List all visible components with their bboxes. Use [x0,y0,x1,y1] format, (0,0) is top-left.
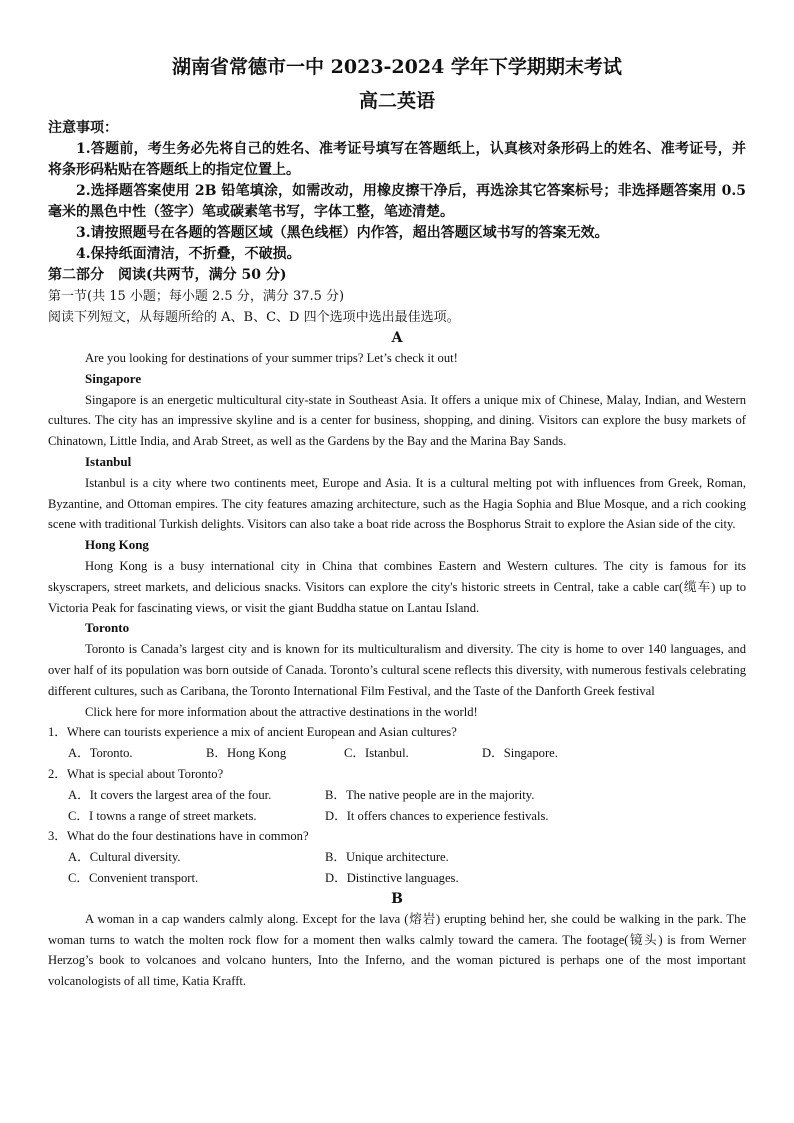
option-d: D．Singapore. [482,746,558,761]
part-heading: 第二部分 阅读(共两节，满分 50 分) [48,267,287,283]
question-item [48,722,746,764]
passage-letter: B [391,890,403,907]
option-a: A．Toronto. [68,746,133,761]
city-heading: Singapore [85,370,142,386]
option-d: D．It offers chances to experience festivals. [325,808,549,823]
question-stem: 3．What do the four destinations have in common? [48,829,309,844]
passage-paragraph: A woman in a cap wanders calmly along. Except for the lava (熔岩) erupting behind her, she could be walking in the park. The woman turns to watch the molten rock flow for a moment then walks calmly toward the camera. The footage(镜头) is from Werner Herzog’s book to volcanoes and volcano hunters, Into the Inferno, and the woman pictured is perhaps one of the most important volcanologists of all time, Katia Krafft. [48,911,746,989]
section-heading: 第一节(共 15 小题；每小题 2.5 分，满分 37.5 分) [48,289,345,304]
notice-item: 2.选择题答案使用 2B 铅笔填涂，如需改动，用橡皮擦干净后，再选涂其它答案标号；非选择题答案用 0.5 毫米的黑色中性（签字）笔或碳素笔书写，字体工整，笔迹清楚。 [48,183,746,220]
option-b: B．Unique architecture. [325,850,449,865]
passage-b [48,889,746,992]
option-row [48,806,746,827]
exam-page [48,52,746,992]
city-paragraph: Hong Kong is a busy international city in China that combines Eastern and Western cultures. The city is famous for its skyscrapers, street markets, and delicious snacks. Visitors can explore the city's historic streets in Central, take a cable car(缆车) up to Victoria Peak for fascinating views, or visit the giant Buddha statue on Lantau Island. [48,558,746,615]
city-heading: Istanbul [85,453,132,469]
city-paragraph: Singapore is an energetic multicultural city-state in Southeast Asia. It offers a unique mix of Chinese, Malay, Indian, and Western cultures. The city has an impressive skyline and is a center for business, shopping, and dining. Visitors can explore the busy markets of Chinatown, Little India, and Arab Street, as well as the Gardens by the Bay and the Marina Bay Sands. [48,392,746,449]
option-d: D．Distinctive languages. [325,870,459,885]
option-a: A．Cultural diversity. [68,850,181,865]
city-paragraph: Istanbul is a city where two continents meet, Europe and Asia. It is a cultural melting pot with influences from Greek, Roman, Byzantine, and Ottoman empires. The city features amazing architecture, such as the Hagia Sophia and Blue Mosque, and a rich cooking scene with traditional Turkish delights. Visitors can also take a boat ride across the Bosphorus Strait to explore the Asian side of the city. [48,475,746,532]
option-c: C．I towns a range of street markets. [68,808,257,823]
option-b: B．Hong Kong [206,746,287,761]
option-row [48,743,746,764]
option-b: B．The native people are in the majority. [325,787,535,802]
question-list [48,722,746,888]
option-row [48,868,746,889]
notice-item: 4.保持纸面清洁，不折叠，不破损。 [76,246,301,262]
option-c: C．Convenient transport. [68,870,199,885]
city-heading: Toronto [85,620,130,636]
passage-closing: Click here for more information about the attractive destinations in the world! [85,704,478,719]
option-row [48,847,746,868]
passage-letter: A [391,330,403,346]
question-item [48,764,746,826]
reading-instruction: 阅读下列短文，从每题所给的 A、B、C、D 四个选项中选出最佳选项。 [48,310,460,325]
option-a: A．It covers the largest area of the four. [68,787,272,802]
question-stem: 2．What is special about Toronto? [48,766,224,781]
city-heading: Hong Kong [85,537,149,553]
passage-a [48,328,746,722]
exam-subject: 高二英语 [358,90,435,112]
notice-item: 3.请按照题号在各题的答题区域（黑色线框）内作答，超出答题区域书写的答案无效。 [76,225,609,241]
passage-intro: Are you looking for destinations of your summer trips? Let’s check it out! [85,351,458,365]
city-paragraph: Toronto is Canada’s largest city and is known for its multiculturalism and diversity. The city is home to over 140 languages, and over half of its population was born outside of Canada. Toronto’s cultural scene reflects this diversity, with numerous festivals celebrating different cultures, such as Caribana, the Toronto International Film Festival, and the Taste of the Danforth Greek festival [48,642,746,698]
option-row [48,785,746,806]
notice-item: 1.答题前，考生务必先将自己的姓名、准考证号填写在答题纸上，认真核对条形码上的姓名、准考证号，并将条形码粘贴在答题纸上的指定位置上。 [48,141,746,178]
notice-block [48,118,746,265]
question-stem: 1．Where can tourists experience a mix of ancient European and Asian cultures? [48,725,457,740]
notice-heading: 注意事项： [48,120,118,136]
question-item [48,826,746,888]
option-c: C．Istanbul. [344,746,409,761]
exam-title: 湖南省常德市一中 2023-2024 学年下学期期末考试 [172,56,622,78]
